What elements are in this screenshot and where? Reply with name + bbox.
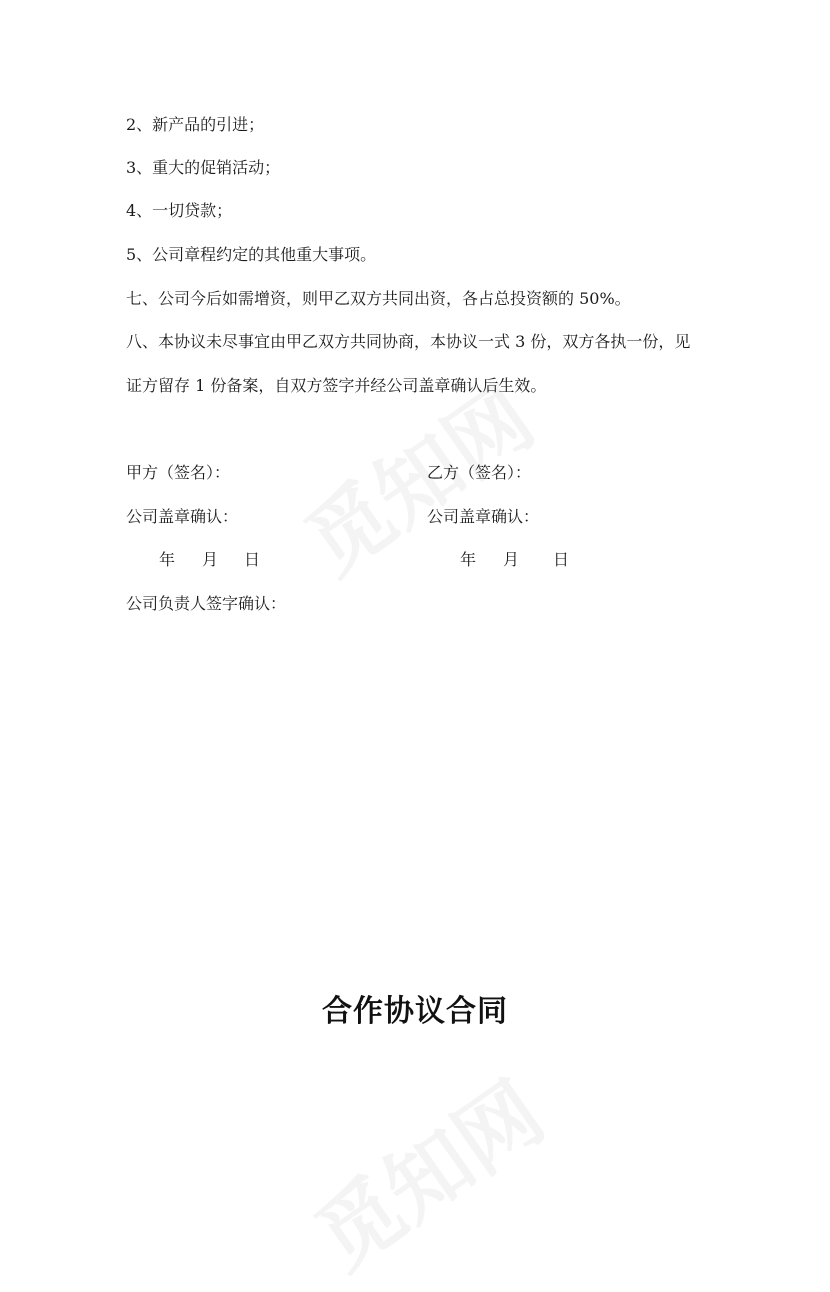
page-title: 合作协议合同: [322, 994, 508, 1029]
clause-8-line-1: 八、本协议未尽事宜由甲乙双方共同协商，本协议一式 3 份，双方各执一份，见: [126, 332, 691, 351]
clause-8-line-2: 证方留存 1 份备案，自双方签字并经公司盖章确认后生效。: [126, 376, 547, 395]
list-item-4: 4、一切贷款；: [126, 201, 233, 220]
list-item-5: 5、公司章程约定的其他重大事项。: [126, 245, 377, 264]
party-a-date-day: 日: [244, 550, 261, 569]
party-b-date-month: 月: [503, 550, 520, 569]
party-a-date-month: 月: [202, 550, 219, 569]
party-a-signature-label: 甲方（签名）：: [126, 463, 231, 482]
watermark-bottom: [288, 1049, 564, 1292]
party-b-seal-label: 公司盖章确认：: [427, 507, 540, 526]
list-item-3: 3、重大的促销活动；: [126, 158, 281, 177]
party-b-signature-label: 乙方（签名）：: [427, 463, 532, 482]
list-item-2: 2、新产品的引进；: [126, 115, 265, 134]
party-a-date-year: 年: [159, 550, 176, 569]
party-b-date-day: 日: [553, 550, 570, 569]
party-a-seal-label: 公司盖章确认：: [126, 507, 239, 526]
party-b-date-year: 年: [460, 550, 477, 569]
clause-7: 七、公司今后如需增资，则甲乙双方共同出资，各占总投资额的 50%。: [126, 289, 631, 308]
principal-signature-label: 公司负责人签字确认：: [126, 594, 287, 613]
